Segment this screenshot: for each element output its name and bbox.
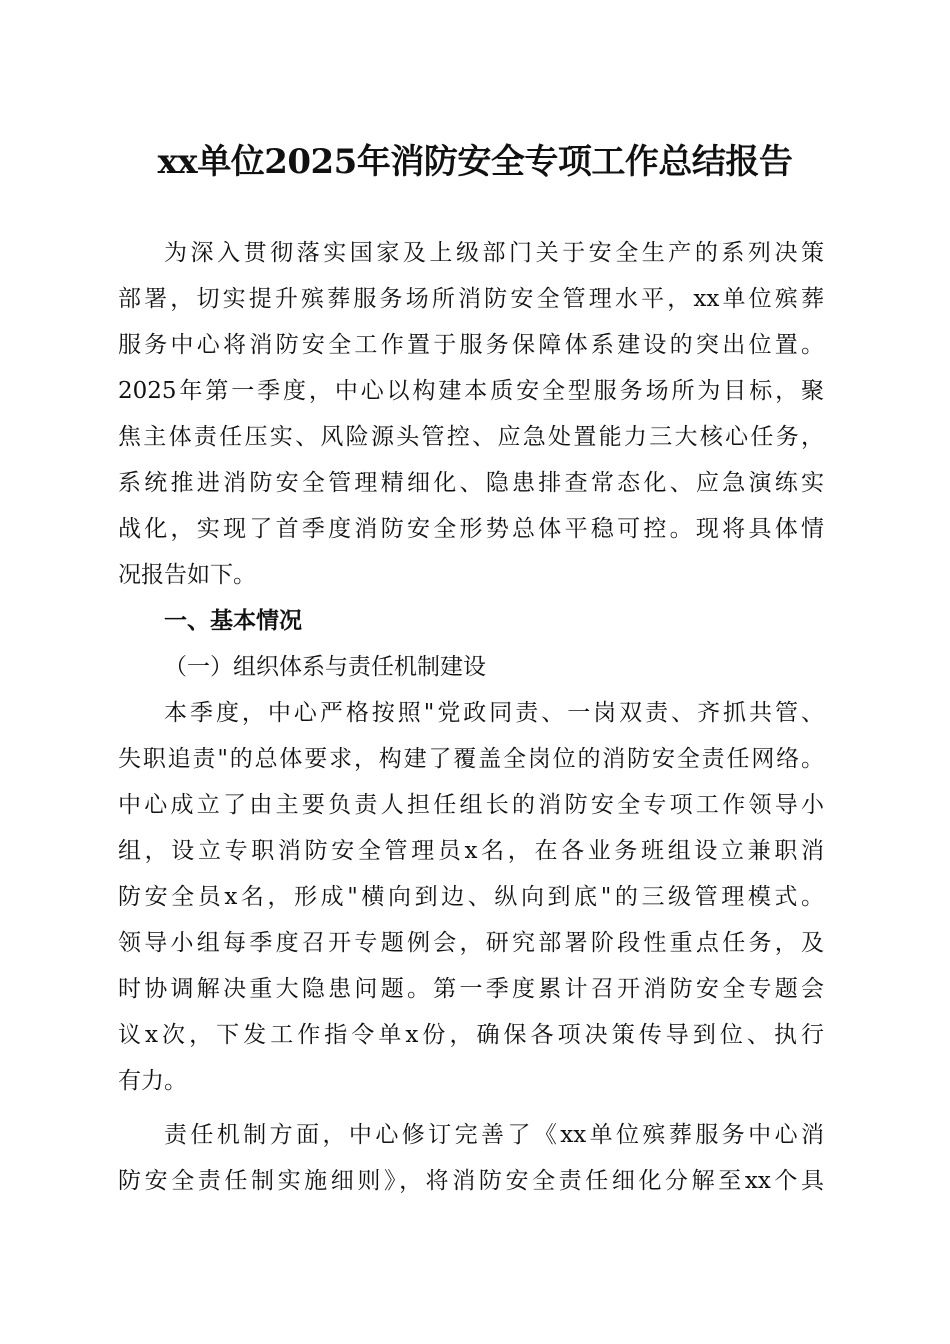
subsection-heading: （一）组织体系与责任机制建设 bbox=[164, 654, 486, 680]
text-line: 2025年第一季度，中心以构建本质安全型服务场所为目标，聚 bbox=[118, 378, 824, 404]
paragraph-organization bbox=[118, 690, 824, 1104]
text-line: 责任机制方面，中心修订完善了《xx单位殡葬服务中心消 bbox=[164, 1122, 824, 1148]
document-title: xx单位2025年消防安全专项工作总结报告 bbox=[157, 142, 793, 182]
intro-paragraph bbox=[118, 230, 824, 598]
text-line: 为深入贯彻落实国家及上级部门关于安全生产的系列决策 bbox=[164, 240, 824, 266]
text-line: 组，设立专职消防安全管理员x名，在各业务班组设立兼职消 bbox=[118, 838, 824, 864]
text-line: 防安全员x名，形成"横向到边、纵向到底"的三级管理模式。 bbox=[118, 884, 824, 910]
text-line: 防安全责任制实施细则》，将消防安全责任细化分解至xx个具 bbox=[118, 1168, 824, 1194]
text-line: 焦主体责任压实、风险源头管控、应急处置能力三大核心任务， bbox=[118, 424, 824, 450]
text-line: 况报告如下。 bbox=[118, 562, 256, 588]
text-line: 战化，实现了首季度消防安全形势总体平稳可控。现将具体情 bbox=[118, 516, 824, 542]
paragraph-responsibility bbox=[118, 1112, 824, 1204]
text-line: 本季度，中心严格按照"党政同责、一岗双责、齐抓共管、 bbox=[164, 700, 824, 726]
document-body bbox=[118, 230, 824, 1204]
text-line: 领导小组每季度召开专题例会，研究部署阶段性重点任务，及 bbox=[118, 930, 824, 956]
text-line: 失职追责"的总体要求，构建了覆盖全岗位的消防安全责任网络。 bbox=[118, 746, 824, 772]
text-line: 有力。 bbox=[118, 1068, 187, 1094]
text-line: 时协调解决重大隐患问题。第一季度累计召开消防安全专题会 bbox=[118, 976, 824, 1002]
section-heading: 一、基本情况 bbox=[164, 608, 302, 634]
text-line: 服务中心将消防安全工作置于服务保障体系建设的突出位置。 bbox=[118, 332, 824, 358]
text-line: 系统推进消防安全管理精细化、隐患排查常态化、应急演练实 bbox=[118, 470, 824, 496]
text-line: 议x次，下发工作指令单x份，确保各项决策传导到位、执行 bbox=[118, 1022, 824, 1048]
text-line: 中心成立了由主要负责人担任组长的消防安全专项工作领导小 bbox=[118, 792, 824, 818]
text-line: 部署，切实提升殡葬服务场所消防安全管理水平，xx单位殡葬 bbox=[118, 286, 824, 312]
